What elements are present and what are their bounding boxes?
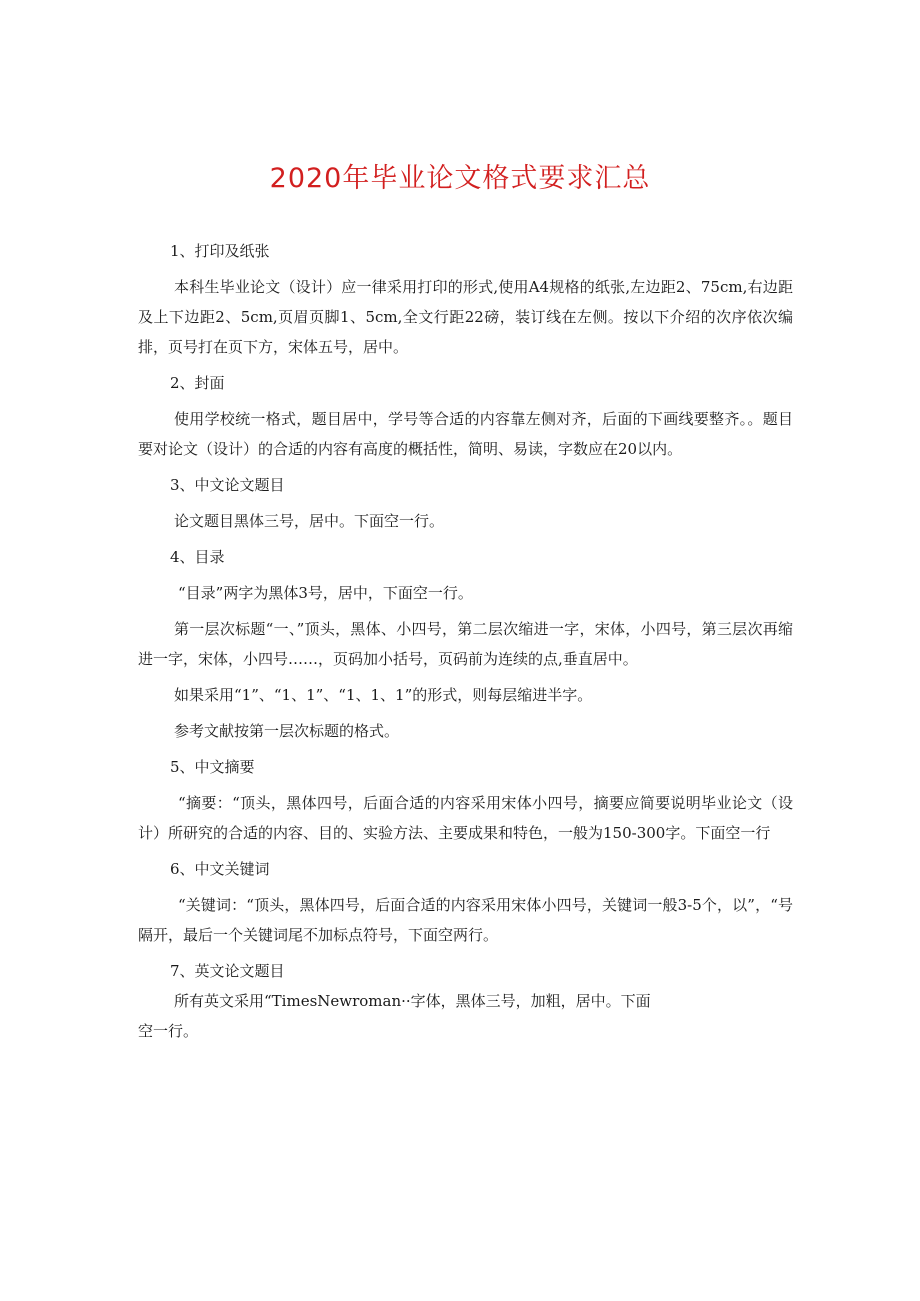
section-heading: 2、封面: [170, 374, 225, 392]
section-paragraph: “摘要：“顶头，黑体四号，后面合适的内容采用宋体小四号，摘要应简要说明毕业论文（设计）所研究的合适的内容、目的、实验方法、主要成果和特色，一般为150-300字。下面空一行: [138, 794, 793, 842]
section-heading: 1、打印及纸张: [170, 242, 270, 260]
section-heading: 6、中文关键词: [170, 860, 270, 878]
section-heading: 3、中文论文题目: [170, 476, 285, 494]
section-paragraph: 论文题目黑体三号，居中。下面空一行。: [174, 512, 445, 530]
section-paragraph: 第一层次标题“一、”顶头，黑体、小四号，第二层次缩进一字，宋体，小四号，第三层次再缩进一字，宋体，小四号……，页码加小括号，页码前为连续的点,垂直居中。: [138, 620, 793, 668]
section-paragraph: 如果采用“1”、“1、1”、“1、1、1”的形式，则每层缩进半字。: [174, 686, 593, 704]
section-heading: 4、目录: [170, 548, 225, 566]
section-heading: 7、英文论文题目: [170, 962, 285, 980]
section-paragraph: “目录”两字为黑体3号，居中，下面空一行。: [178, 584, 473, 602]
section-paragraph: 使用学校统一格式，题目居中，学号等合适的内容靠左侧对齐，后面的下画线要整齐。。题目要对论文（设计）的合适的内容有高度的概括性，简明、易读，字数应在20以内。: [138, 410, 793, 458]
document-title: 2020年毕业论文格式要求汇总: [269, 163, 651, 194]
section-paragraph: 本科生毕业论文（设计）应一律采用打印的形式,使用A4规格的纸张,左边距2、75cm,右边距及上下边距2、5cm,页眉页脚1、5cm,全文行距22磅，装订线在左侧。按以下介绍的次序依次编排，页号打在页下方，宋体五号，居中。: [138, 278, 793, 356]
section-paragraph: 所有英文采用“TimesNewroman··字体，黑体三号，加粗，居中。下面空一行。: [138, 992, 651, 1040]
section-paragraph: “关键词：“顶头，黑体四号，后面合适的内容采用宋体小四号，关键词一般3-5个，以”，“号隔开，最后一个关键词尾不加标点符号，下面空两行。: [138, 896, 793, 944]
section-paragraph: 参考文献按第一层次标题的格式。: [174, 722, 400, 740]
section-heading: 5、中文摘要: [170, 758, 255, 776]
document-body: [138, 236, 793, 1046]
